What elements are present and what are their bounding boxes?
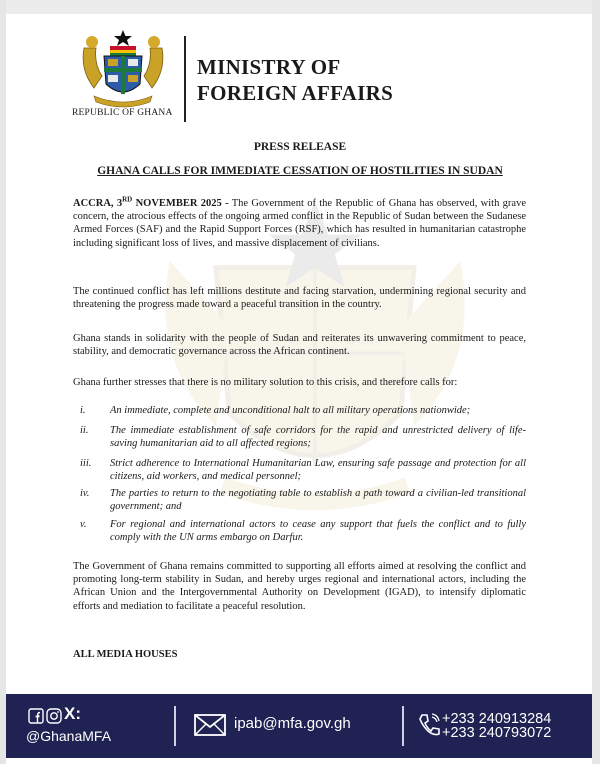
press-release-label: PRESS RELEASE (253, 141, 347, 153)
paragraph-1 (73, 197, 526, 250)
header-divider (184, 36, 186, 122)
dateline-city-day: ACCRA, 3 (73, 198, 123, 209)
contact-email[interactable]: ipab@mfa.gov.gh (234, 715, 351, 732)
social-icons (28, 708, 62, 724)
headline: GHANA CALLS FOR IMMEDIATE CESSATION OF HOSTILITIES IN SUDAN (97, 165, 503, 177)
list-item-text: The parties to return to the negotiating table to establish a path toward a civilian-led transitional government; and (110, 488, 526, 512)
list-item-text: The immediate establishment of safe corridors for the rapid and unrestricted delivery of life-saving humanitarian aid to all affected regions; (110, 425, 526, 449)
ministry-title (197, 54, 393, 106)
footer-divider (174, 706, 176, 746)
x-social-label: X: (64, 704, 81, 723)
ministry-title-line2: FOREIGN AFFAIRS (197, 81, 394, 105)
paragraph-5: The Government of Ghana remains committed to supporting all efforts aimed at resolving the conflict and promoting long-term stability in Sudan, and hereby urges regional and international actors, including the African Union and the Intergovernmental Authority on Development (IGAD), to intensify diplomatic efforts and mediation to facilitate a peaceful resolution. (73, 561, 526, 612)
list-item-text: An immediate, complete and unconditional halt to all military operations nationwide; (110, 405, 471, 416)
paragraph-2: The continued conflict has left millions destitute and facing starvation, undermining regional security and threatening the progress made toward a peaceful transition in the country. (73, 286, 526, 311)
list-item-text: Strict adherence to International Humanitarian Law, ensuring safe passage and protection for all citizens, aid workers, and medical personnel; (110, 458, 526, 482)
list-item-number: iii. (80, 458, 92, 469)
dateline-suffix: RD (122, 195, 133, 204)
republic-label: REPUBLIC OF GHANA (72, 108, 173, 118)
ghana-coat-of-arms (80, 30, 166, 108)
dateline (73, 195, 229, 209)
viewer-top-bar (0, 0, 600, 14)
footer-divider (402, 706, 404, 746)
phone-number-1[interactable]: +233 240913284 (442, 711, 552, 727)
phone-number-2[interactable]: +233 240793072 (442, 725, 552, 741)
list-item-text: For regional and international actors to cease any support that fuels the conflict and to fully comply with the UN arms embargo on Darfur. (110, 519, 526, 543)
facebook-icon (29, 709, 43, 723)
list-item-number: ii. (80, 425, 89, 436)
paragraph-4: Ghana further stresses that there is no military solution to this crisis, and therefore calls for: (73, 377, 458, 388)
social-handle[interactable]: @GhanaMFA (26, 728, 112, 744)
viewer-right-edge (592, 0, 600, 764)
list-item-number: v. (80, 519, 87, 530)
ministry-title-line1: MINISTRY OF (197, 55, 341, 79)
instagram-icon (47, 709, 61, 723)
envelope-icon (194, 714, 226, 736)
paragraph-1-body: The Government of the Republic of Ghana has observed, with grave concern, the atrocious effects of the ongoing armed conflict in the Republic of Sudan between the Sudanese Armed Forces (SAF) and the Rapid Support Forces (RSF), which has resulted in humanitarian catastrophe including significant loss of lives, and massive displacement of civilians. (73, 198, 526, 249)
viewer-left-edge (0, 0, 6, 764)
phone-icon (418, 713, 440, 737)
dateline-month-year: NOVEMBER 2025 - (132, 198, 229, 209)
paragraph-3: Ghana stands in solidarity with the people of Sudan and reiterates its unwavering commitment to peace, stability, and democratic governance across the African continent. (73, 333, 526, 358)
contact-footer (6, 694, 592, 758)
signoff: ALL MEDIA HOUSES (73, 649, 178, 660)
list-item-number: iv. (80, 488, 90, 499)
list-item-number: i. (80, 405, 86, 416)
